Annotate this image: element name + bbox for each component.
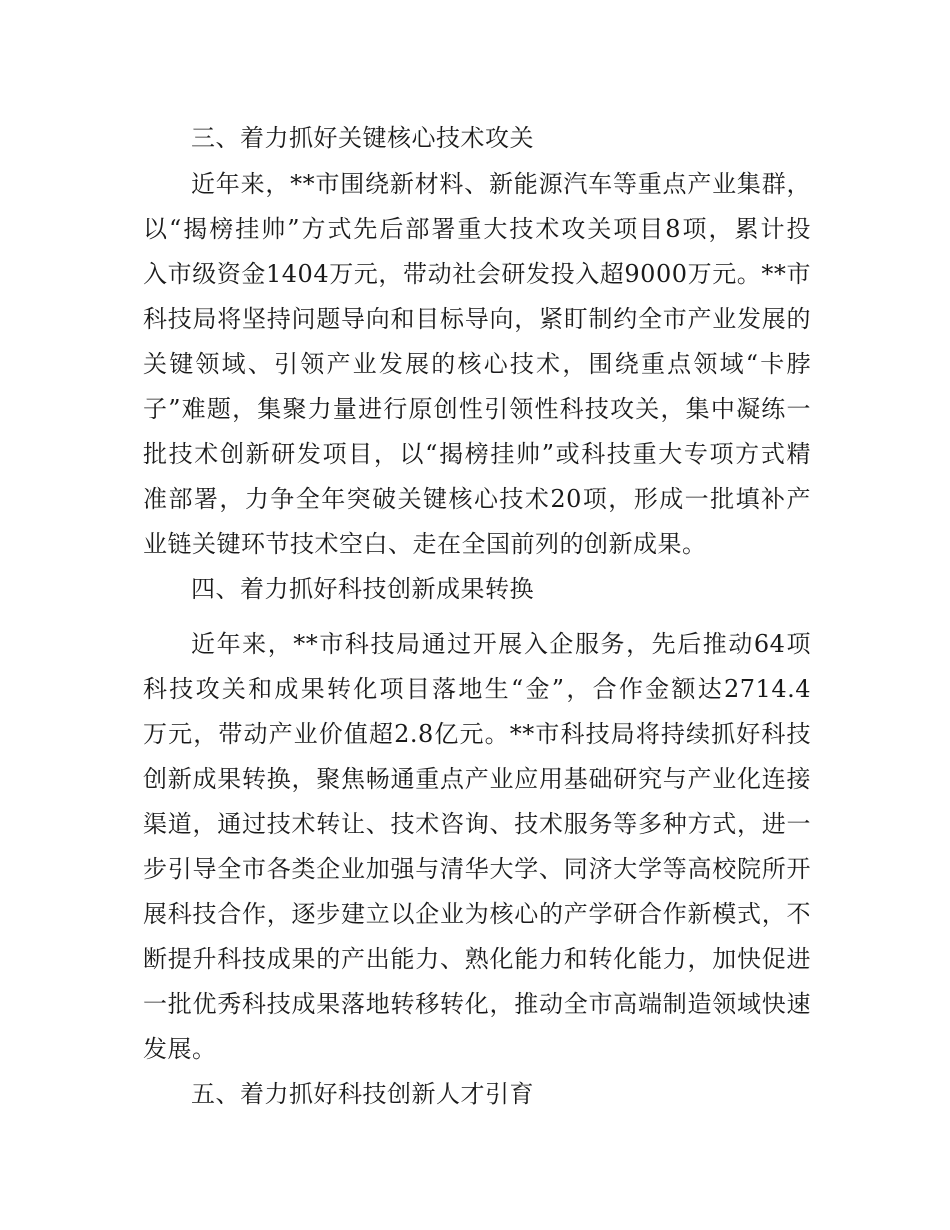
- section-heading: 三、着力抓好关键核心技术攻关: [191, 124, 534, 152]
- paragraph-line: 创新成果转换，聚焦畅通重点产业应用基础研究与产业化连接: [143, 765, 811, 793]
- paragraph-line: 发展。: [143, 1035, 217, 1063]
- paragraph-line: 关键领域、引领产业发展的核心技术，围绕重点领域“卡脖: [143, 350, 811, 378]
- section-heading: 四、着力抓好科技创新成果转换: [191, 575, 534, 603]
- paragraph-line: 一批优秀科技成果落地转移转化，推动全市高端制造领域快速: [143, 990, 811, 1018]
- paragraph-line: 近年来，**市科技局通过开展入企服务，先后推动64项: [191, 630, 811, 658]
- paragraph-line: 步引导全市各类企业加强与清华大学、同济大学等高校院所开: [143, 855, 811, 883]
- paragraph-line: 准部署，力争全年突破关键核心技术20项，形成一批填补产: [143, 485, 811, 513]
- section-heading: 五、着力抓好科技创新人才引育: [191, 1080, 534, 1108]
- paragraph-line: 科技局将坚持问题导向和目标导向，紧盯制约全市产业发展的: [143, 305, 811, 333]
- paragraph-line: 近年来，**市围绕新材料、新能源汽车等重点产业集群，: [191, 170, 811, 198]
- paragraph-line: 子”难题，集聚力量进行原创性引领性科技攻关，集中凝练一: [143, 395, 811, 423]
- paragraph-line: 展科技合作，逐步建立以企业为核心的产学研合作新模式，不: [143, 900, 811, 928]
- paragraph-line: 批技术创新研发项目，以“揭榜挂帅”或科技重大专项方式精: [143, 440, 811, 468]
- paragraph-line: 入市级资金1404万元，带动社会研发投入超9000万元。**市: [143, 260, 811, 288]
- paragraph-line: 万元，带动产业价值超2.8亿元。**市科技局将持续抓好科技: [143, 720, 811, 748]
- paragraph-line: 以“揭榜挂帅”方式先后部署重大技术攻关项目8项，累计投: [143, 215, 811, 243]
- paragraph-line: 科技攻关和成果转化项目落地生“金”，合作金额达2714.4: [143, 675, 811, 703]
- paragraph-line: 断提升科技成果的产出能力、熟化能力和转化能力，加快促进: [143, 945, 811, 973]
- paragraph-line: 业链关键环节技术空白、走在全国前列的创新成果。: [143, 530, 707, 558]
- paragraph-line: 渠道，通过技术转让、技术咨询、技术服务等多种方式，进一: [143, 810, 811, 838]
